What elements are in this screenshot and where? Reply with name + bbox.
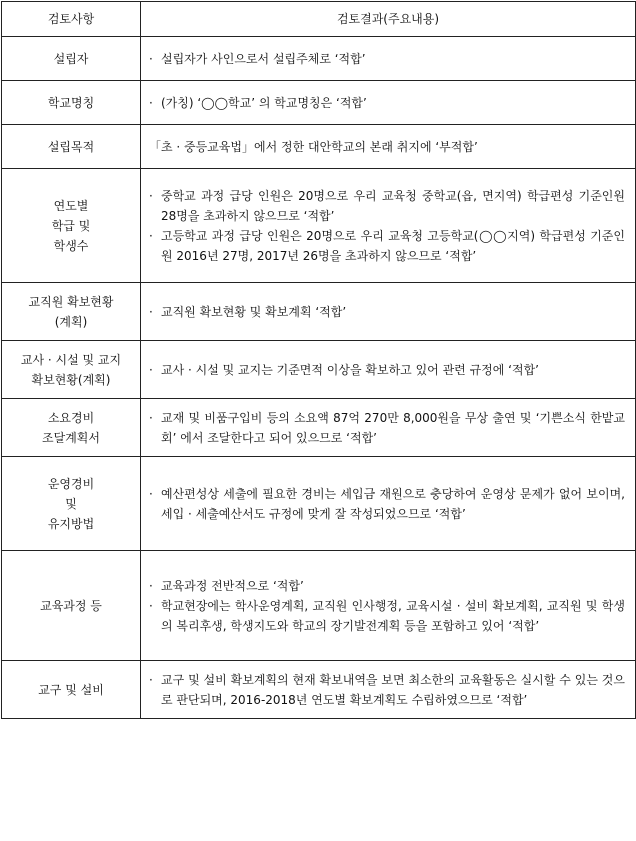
bullet-mark: · <box>149 486 153 501</box>
row-label <box>2 169 141 283</box>
bullet-text: 교구 및 설비 확보계획의 현재 확보내역을 보면 최소한의 교육활동은 실시할 수 있는 것으로 판단되며, 2016-2018년 연도별 확보계획도 수립하였으므로 ‘적합’ <box>161 672 625 707</box>
bullet-mark: · <box>149 228 153 243</box>
review-row-funding-plan <box>2 399 636 457</box>
bullet-item <box>149 49 625 69</box>
bullet-mark: · <box>149 672 153 687</box>
row-label-line: 유지방법 <box>47 516 95 531</box>
bullet-item <box>149 408 625 448</box>
review-row-staff-status <box>2 283 636 341</box>
review-rows <box>2 37 636 719</box>
row-label <box>2 81 141 125</box>
row-label-line: 학급 및 <box>51 218 91 233</box>
row-label-line: (계획) <box>54 314 88 329</box>
review-row-curriculum <box>2 551 636 661</box>
bullet-mark: · <box>149 95 153 110</box>
header-review-item: 검토사항 <box>2 2 141 37</box>
row-label-line: 학생수 <box>53 238 89 253</box>
row-label-line: 확보현황(계획) <box>31 372 111 387</box>
bullet-item <box>149 93 625 113</box>
bullet-item <box>149 360 625 380</box>
bullet-item <box>149 186 625 226</box>
bullet-text: 학교현장에는 학사운영계획, 교직원 인사행정, 교육시설 · 설비 확보계획, 교직원 및 학생의 복리후생, 학생지도와 학교의 장기발전계획 등을 포함하고 있어 ‘적합’ <box>161 598 625 633</box>
bullet-text: 예산편성상 세출에 필요한 경비는 세입금 재원으로 충당하여 운영상 문제가 없어 보이며, 세입 · 세출예산서도 규정에 맞게 잘 작성되었으므로 ‘적합’ <box>161 486 625 521</box>
row-label <box>2 551 141 661</box>
row-label-line: 및 <box>65 496 77 511</box>
row-content <box>141 341 636 399</box>
row-label-line: 교육과정 등 <box>40 598 102 613</box>
review-row-class-student-count <box>2 169 636 283</box>
bullet-item <box>149 576 625 596</box>
bullet-text: 교직원 확보현황 및 확보계획 ‘적합’ <box>161 304 347 319</box>
bullet-mark: · <box>149 410 153 425</box>
bullet-text: 고등학교 과정 급당 인원은 20명으로 우리 교육청 고등학교(◯◯지역) 학급편성 기준인원 2016년 27명, 2017년 26명을 초과하지 않으므로 ‘적합’ <box>161 228 625 263</box>
bullet-text: 교재 및 비품구입비 등의 소요액 87억 270만 8,000원을 무상 출연 및 ‘기쁜소식 한밭교회’ 에서 조달한다고 되어 있으므로 ‘적합’ <box>161 410 625 445</box>
bullet-text: 교육과정 전반적으로 ‘적합’ <box>161 578 304 593</box>
bullet-item <box>149 484 625 524</box>
row-content <box>141 661 636 719</box>
bullet-item <box>149 226 625 266</box>
row-label-line: 연도별 <box>53 198 89 213</box>
bullet-mark: · <box>149 304 153 319</box>
row-label-line: 교구 및 설비 <box>38 682 104 697</box>
row-content <box>141 125 636 169</box>
row-label <box>2 399 141 457</box>
bullet-text: 중학교 과정 급당 인원은 20명으로 우리 교육청 중학교(읍, 면지역) 학급편성 기준인원 28명을 초과하지 않으므로 ‘적합’ <box>161 188 625 223</box>
row-content <box>141 399 636 457</box>
row-label <box>2 341 141 399</box>
bullet-text: (가칭) ‘◯◯학교’ 의 학교명칭은 ‘적합’ <box>161 95 367 110</box>
bullet-mark: · <box>149 578 153 593</box>
review-sheet <box>1 1 635 839</box>
row-label-line: 소요경비 <box>47 410 95 425</box>
review-row-operating-costs <box>2 457 636 551</box>
row-content <box>141 81 636 125</box>
row-label <box>2 125 141 169</box>
row-label-line: 설립자 <box>53 51 89 66</box>
bullet-item <box>149 670 625 710</box>
row-label-line: 설립목적 <box>47 139 95 154</box>
row-label-line: 운영경비 <box>47 476 95 491</box>
row-label-line: 조달계획서 <box>42 430 100 445</box>
row-label <box>2 457 141 551</box>
bullet-mark: · <box>149 598 153 613</box>
row-content <box>141 551 636 661</box>
content-text: 「초 · 중등교육법」에서 정한 대안학교의 본래 취지에 ‘부적합’ <box>149 139 478 154</box>
row-content <box>141 457 636 551</box>
row-label-line: 교사 · 시설 및 교지 <box>20 352 122 367</box>
review-row-equipment <box>2 661 636 719</box>
bullet-mark: · <box>149 51 153 66</box>
bullet-text: 설립자가 사인으로서 설립주체로 ‘적합’ <box>161 51 366 66</box>
bullet-mark: · <box>149 362 153 377</box>
row-content <box>141 169 636 283</box>
bullet-item <box>149 596 625 636</box>
row-content <box>141 283 636 341</box>
header-review-result: 검토결과(주요내용) <box>141 2 636 37</box>
review-table <box>1 1 636 719</box>
row-label <box>2 283 141 341</box>
review-row-school-name <box>2 81 636 125</box>
bullet-mark: · <box>149 188 153 203</box>
bullet-text: 교사 · 시설 및 교지는 기준면적 이상을 확보하고 있어 관련 규정에 ‘적합’ <box>161 362 539 377</box>
review-row-facility-status <box>2 341 636 399</box>
bullet-item <box>149 302 625 322</box>
header-row <box>2 2 636 37</box>
review-row-founding-purpose <box>2 125 636 169</box>
row-content <box>141 37 636 81</box>
row-label <box>2 661 141 719</box>
row-label-line: 학교명칭 <box>47 95 95 110</box>
review-row-founder <box>2 37 636 81</box>
row-label <box>2 37 141 81</box>
row-label-line: 교직원 확보현황 <box>28 294 114 309</box>
